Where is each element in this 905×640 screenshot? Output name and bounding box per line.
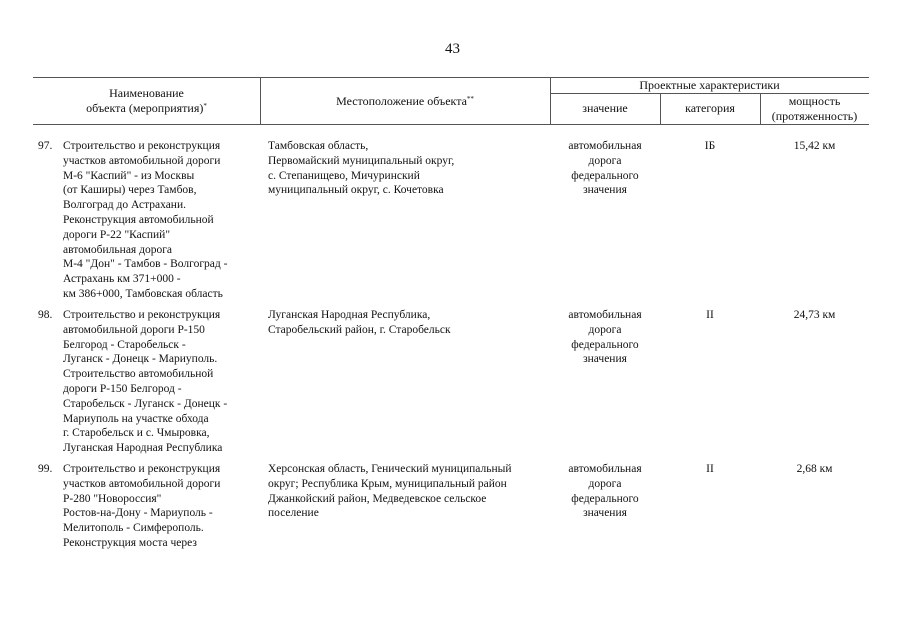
header-project-characteristics: Проектные характеристики: [639, 78, 780, 92]
row-name-line: г. Старобельск и с. Чмыровка,: [63, 427, 210, 440]
row-location: [268, 462, 512, 521]
row-value-line: дорога: [588, 154, 622, 167]
row-location: [268, 139, 454, 198]
row-category: II: [706, 309, 714, 321]
row-name-line: участков автомобильной дороги: [63, 154, 221, 167]
row-value-line: значения: [583, 507, 627, 520]
row-value-line: федерального: [571, 169, 639, 182]
row-value: [550, 308, 660, 367]
row-value-line: значения: [583, 353, 627, 366]
row-location-line: Луганская Народная Республика,: [268, 309, 431, 321]
row-number: 99.: [38, 463, 53, 475]
row-name: [63, 308, 227, 456]
header-capacity-line1: мощность: [788, 94, 841, 108]
row-value-line: дорога: [588, 477, 622, 490]
row-name-line: дороги Р-150 Белгород -: [63, 382, 182, 395]
row-name-line: дороги Р-22 "Каспий": [63, 228, 171, 241]
row-location-line: поселение: [268, 507, 319, 520]
row-location: [268, 308, 451, 338]
row-name-line: Старобельск - Луганск - Донецк -: [63, 397, 228, 410]
header-name-line1: Наименование: [109, 86, 184, 100]
row-name: [63, 462, 220, 551]
row-name-line: автомобильной дороги Р-150: [63, 323, 205, 336]
header-bottom-border: [33, 124, 869, 125]
row-name-line: автомобильная дорога: [63, 243, 173, 256]
header-name-line2: объекта (мероприятия)*: [86, 101, 207, 115]
row-name: [63, 139, 227, 302]
row-capacity: 2,68 км: [796, 463, 833, 475]
row-name-line: Р-280 "Новороссия": [63, 492, 162, 505]
header-location: Местоположение объекта**: [336, 94, 474, 108]
row-name-line: Волгоград до Астрахани.: [63, 199, 186, 212]
row-value-line: федерального: [571, 338, 639, 351]
row-name-line: Луганская Народная Республика: [63, 442, 223, 455]
row-value-line: значения: [583, 184, 627, 197]
row-name-line: км 386+000, Тамбовская область: [63, 287, 223, 300]
row-name-line: Реконструкция автомобильной: [63, 213, 214, 226]
row-location-line: Старобельский район, г. Старобельск: [268, 323, 451, 336]
row-location-line: Тамбовская область,: [268, 140, 369, 152]
header-category: категория: [685, 101, 735, 115]
row-name-line: Реконструкция моста через: [63, 536, 197, 549]
row-name-line: Луганск - Донецк - Мариуполь.: [63, 353, 218, 366]
row-number: 98.: [38, 309, 53, 321]
header-capacity: [760, 94, 869, 124]
row-value-line: автомобильная: [568, 463, 642, 475]
row-name-line: участков автомобильной дороги: [63, 477, 221, 490]
row-category: IБ: [704, 140, 716, 152]
row-capacity: 24,73 км: [793, 309, 836, 321]
row-location-line: округ; Республика Крым, муниципальный район: [268, 477, 507, 490]
row-location-line: Первомайский муниципальный округ,: [268, 154, 455, 167]
header-name: [33, 86, 260, 116]
row-name-line: Астрахань км 371+000 -: [63, 273, 181, 286]
row-name-line: Строительство и реконструкция: [63, 463, 221, 475]
row-category: II: [706, 463, 714, 475]
row-name-line: Строительство и реконструкция: [63, 309, 221, 321]
row-capacity: 15,42 км: [793, 140, 836, 152]
row-name-line: Мелитополь - Симферополь.: [63, 522, 204, 535]
header-capacity-line2: (протяженность): [771, 109, 858, 123]
row-name-line: Ростов-на-Дону - Мариуполь -: [63, 507, 213, 520]
row-value: [550, 462, 660, 521]
row-name-line: Строительство автомобильной: [63, 368, 214, 381]
row-name-line: Мариуполь на участке обхода: [63, 412, 209, 425]
row-value-line: дорога: [588, 323, 622, 336]
row-name-line: М-6 "Каспий" - из Москвы: [63, 169, 195, 182]
row-location-line: Джанкойский район, Медведевское сельское: [268, 492, 487, 505]
header-value: значение: [582, 101, 628, 115]
row-value: [550, 139, 660, 198]
row-value-line: федерального: [571, 492, 639, 505]
row-name-line: (от Каширы) через Тамбов,: [63, 184, 197, 197]
row-value-line: автомобильная: [568, 140, 642, 152]
row-location-line: муниципальный округ, с. Кочетовка: [268, 184, 444, 197]
row-location-line: Херсонская область, Генический муниципальный: [268, 463, 512, 475]
row-name-line: Белгород - Старобельск -: [63, 338, 186, 351]
row-value-line: автомобильная: [568, 309, 642, 321]
page-number: 43: [445, 41, 460, 57]
row-name-line: М-4 "Дон" - Тамбов - Волгоград -: [63, 258, 228, 271]
row-name-line: Строительство и реконструкция: [63, 140, 221, 152]
row-location-line: с. Степанищево, Мичуринский: [268, 169, 420, 182]
row-number: 97.: [38, 140, 53, 152]
